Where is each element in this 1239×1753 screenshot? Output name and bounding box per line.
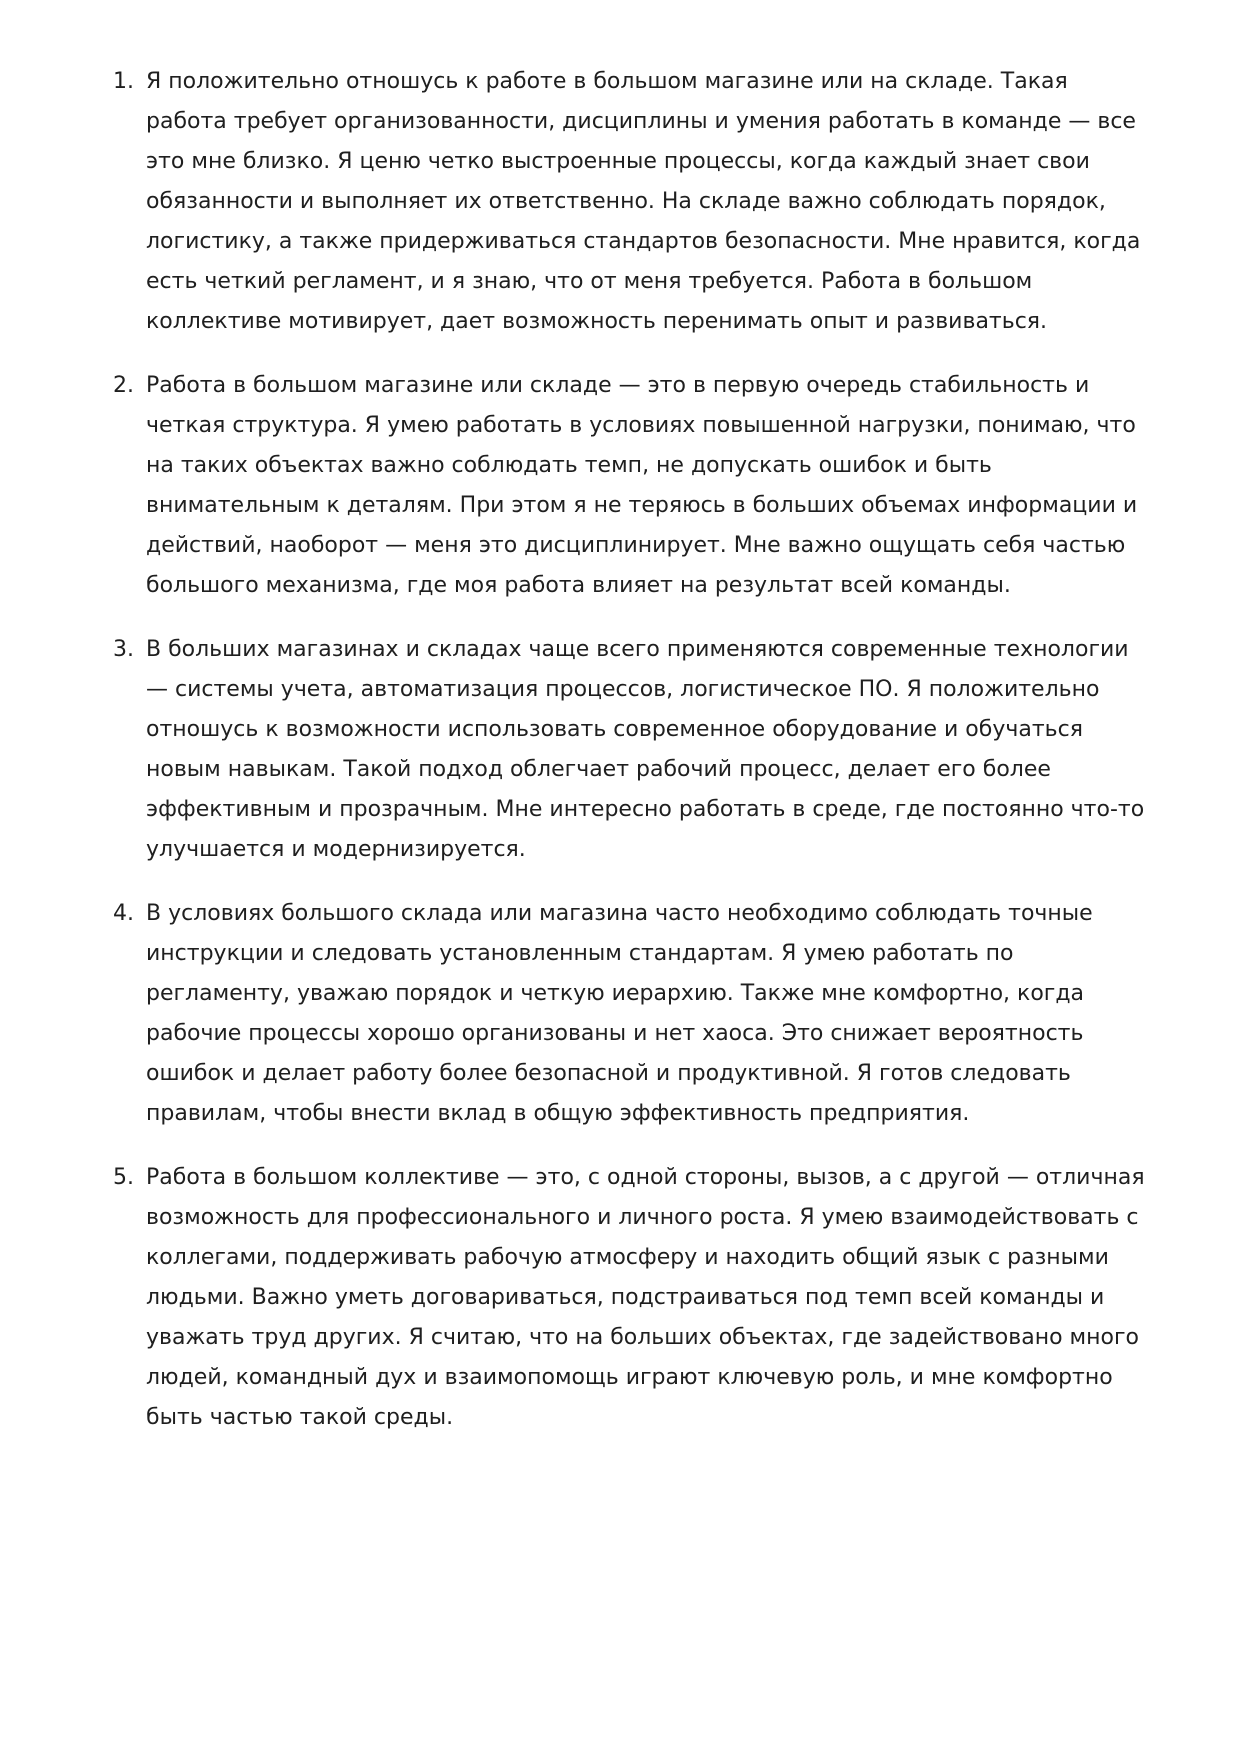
list-item-number: 1. [113, 69, 134, 94]
list-item [113, 62, 1153, 342]
list-item [113, 366, 1153, 606]
list-item [113, 894, 1153, 1134]
list-item-text: Работа в большом коллективе — это, с одной стороны, вызов, а с другой — отличная возможность для профессионального и личного роста. Я умею взаимодействовать с коллегами, поддерживать рабочую атмосферу и находить общий язык с разными людьми. Важно уметь договариваться, подстраиваться под темп всей команды и уважать труд других. Я считаю, что на больших объектах, где задействовано много людей, командный дух и взаимопомощь играют ключевую роль, и мне комфортно быть частью такой среды. [146, 1165, 1145, 1430]
list-item-number: 3. [113, 637, 134, 662]
list-item-text: В условиях большого склада или магазина часто необходимо соблюдать точные инструкции и следовать установленным стандартам. Я умею работать по регламенту, уважаю порядок и четкую иерархию. Также мне комфортно, когда рабочие процессы хорошо организованы и нет хаоса. Это снижает вероятность ошибок и делает работу более безопасной и продуктивной. Я готов следовать правилам, чтобы внести вклад в общую эффективность предприятия. [146, 901, 1093, 1126]
list-item-text: Я положительно отношусь к работе в большом магазине или на складе. Такая работа требует организованности, дисциплины и умения работать в команде — все это мне близко. Я ценю четко выстроенные процессы, когда каждый знает свои обязанности и выполняет их ответственно. На складе важно соблюдать порядок, логистику, а также придерживаться стандартов безопасности. Мне нравится, когда есть четкий регламент, и я знаю, что от меня требуется. Работа в большом коллективе мотивирует, дает возможность перенимать опыт и развиваться. [146, 69, 1141, 334]
list-item [113, 630, 1153, 870]
list-item-text: Работа в большом магазине или складе — это в первую очередь стабильность и четкая структура. Я умею работать в условиях повышенной нагрузки, понимаю, что на таких объектах важно соблюдать темп, не допускать ошибок и быть внимательным к деталям. При этом я не теряюсь в больших объемах информации и действий, наоборот — меня это дисциплинирует. Мне важно ощущать себя частью большого механизма, где моя работа влияет на результат всей команды. [146, 373, 1138, 598]
list-item-number: 4. [113, 901, 134, 926]
list-item [113, 1158, 1153, 1438]
list-item-number: 2. [113, 373, 134, 398]
list-item-number: 5. [113, 1165, 134, 1190]
list-item-text: В больших магазинах и складах чаще всего применяются современные технологии — системы учета, автоматизация процессов, логистическое ПО. Я положительно отношусь к возможности использовать современное оборудование и обучаться новым навыкам. Такой подход облегчает рабочий процесс, делает его более эффективным и прозрачным. Мне интересно работать в среде, где постоянно что-то улучшается и модернизируется. [146, 637, 1145, 862]
numbered-list [113, 62, 1153, 1462]
